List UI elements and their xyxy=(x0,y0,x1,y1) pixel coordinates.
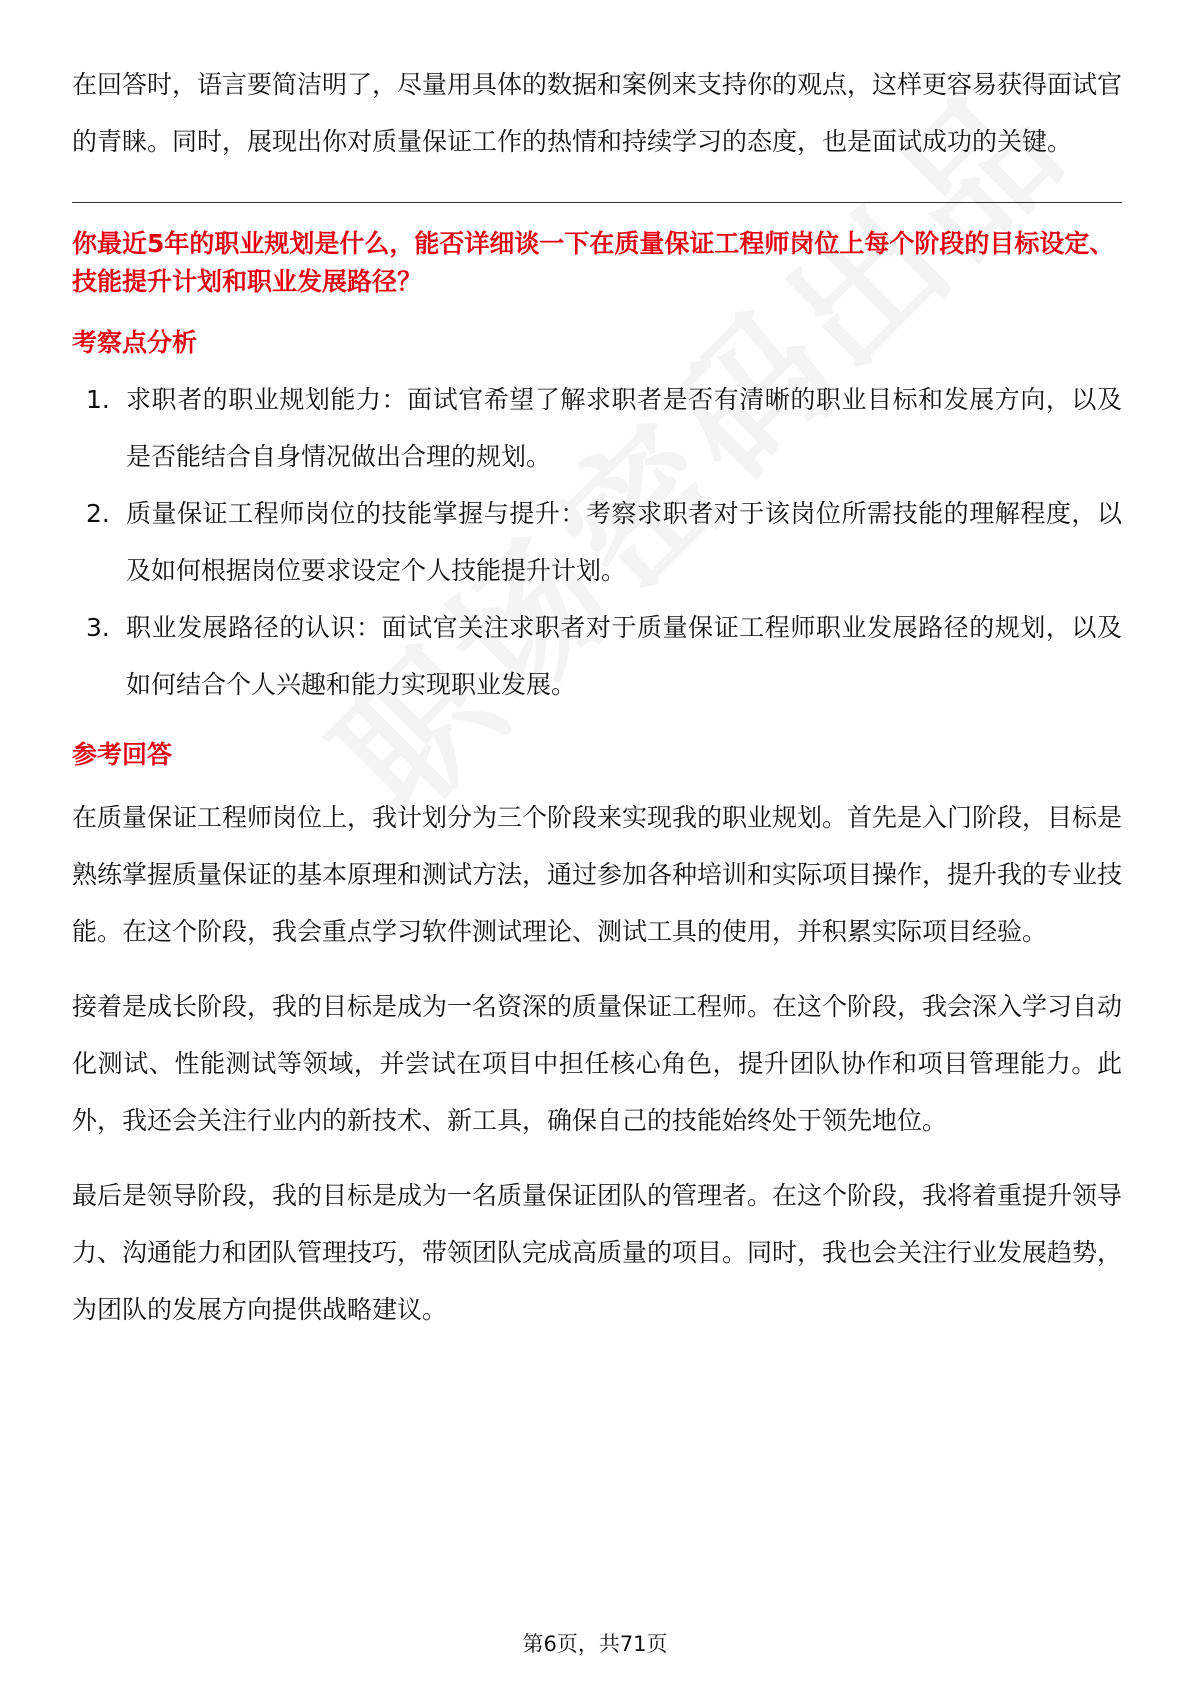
list-item-number: 3. xyxy=(86,613,110,642)
list-item xyxy=(72,599,1122,713)
section-divider xyxy=(72,202,1122,203)
intro-paragraph: 在回答时，语言要简洁明了，尽量用具体的数据和案例来支持你的观点，这样更容易获得面试官的青睐。同时，展现出你对质量保证工作的热情和持续学习的态度，也是面试成功的关键。 xyxy=(72,70,1123,156)
answer-paragraph: 接着是成长阶段，我的目标是成为一名资深的质量保证工程师。在这个阶段，我会深入学习自动化测试、性能测试等领域，并尝试在项目中担任核心角色，提升团队协作和项目管理能力。此外，我还会关注行业内的新技术、新工具，确保自己的技能始终处于领先地位。 xyxy=(72,992,1123,1135)
analysis-heading: 考察点分析 xyxy=(72,328,198,357)
answer-block xyxy=(72,789,1122,1338)
answer-paragraph: 在质量保证工程师岗位上，我计划分为三个阶段来实现我的职业规划。首先是入门阶段，目标是熟练掌握质量保证的基本原理和测试方法，通过参加各种培训和实际项目操作，提升我的专业技能。在这个阶段，我会重点学习软件测试理论、测试工具的使用，并积累实际项目经验。 xyxy=(72,803,1123,946)
question-heading: 你最近5年的职业规划是什么，能否详细谈一下在质量保证工程师岗位上每个阶段的目标设定、技能提升计划和职业发展路径？ xyxy=(72,229,1115,296)
page-content xyxy=(72,56,1122,1338)
list-item xyxy=(72,485,1122,599)
list-item-number: 2. xyxy=(86,499,110,528)
list-item-number: 1. xyxy=(86,385,110,414)
page-number-footer: 第6页，共71页 xyxy=(522,1632,668,1656)
list-item-text: 求职者的职业规划能力：面试官希望了解求职者是否有清晰的职业目标和发展方向，以及是否能结合自身情况做出合理的规划。 xyxy=(126,385,1122,471)
list-item xyxy=(72,371,1122,485)
answer-paragraph: 最后是领导阶段，我的目标是成为一名质量保证团队的管理者。在这个阶段，我将着重提升领导力、沟通能力和团队管理技巧，带领团队完成高质量的项目。同时，我也会关注行业发展趋势，为团队的发展方向提供战略建议。 xyxy=(72,1181,1123,1324)
analysis-list xyxy=(72,371,1122,713)
list-item-text: 质量保证工程师岗位的技能掌握与提升：考察求职者对于该岗位所需技能的理解程度，以及如何根据岗位要求设定个人技能提升计划。 xyxy=(126,499,1122,585)
answer-heading: 参考回答 xyxy=(72,740,173,769)
list-item-text: 职业发展路径的认识：面试官关注求职者对于质量保证工程师职业发展路径的规划，以及如何结合个人兴趣和能力实现职业发展。 xyxy=(126,613,1122,699)
